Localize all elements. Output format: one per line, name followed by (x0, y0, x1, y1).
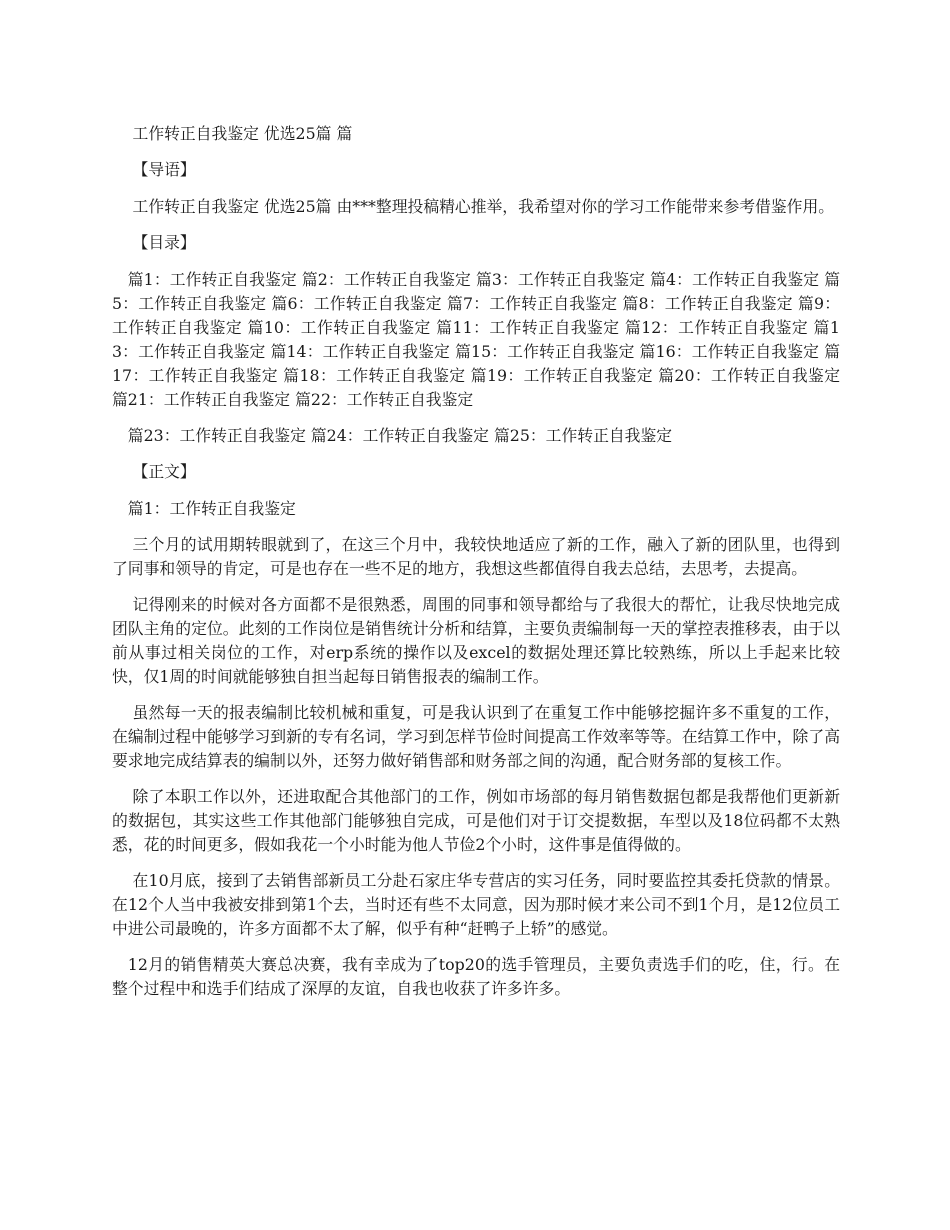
body-paragraph-6: 12月的销售精英大赛总决赛，我有幸成为了top20的选手管理员，主要负责选手们的吃，住，行。在整个过程中和选手们结成了深厚的友谊，自我也收获了许多许多。 (112, 955, 840, 998)
body-paragraph-4: 除了本职工作以外，还进取配合其他部门的工作，例如市场部的每月销售数据包都是我帮他们更新新的数据包，其实这些工作其他部门能够独自完成，可是他们对于订交提数据，车型以及18位码都不太熟悉，花的时间更多，假如我花一个小时能为他人节俭2个小时，这件事是值得做的。 (112, 787, 840, 854)
toc-heading: 【目录】 (132, 233, 196, 252)
body-paragraph-3: 虽然每一天的报表编制比较机械和重复，可是我认识到了在重复工作中能够挖掘许多不重复的工作，在编制过程中能够学习到新的专有名词，学习到怎样节俭时间提高工作效率等等。在结算工作中，除了高要求地完成结算表的编制以外，还努力做好销售部和财务部之间的沟通，配合财务部的复核工作。 (112, 703, 840, 770)
toc-paragraph-1: 篇1：工作转正自我鉴定 篇2：工作转正自我鉴定 篇3：工作转正自我鉴定 篇4：工作转正自我鉴定 篇5：工作转正自我鉴定 篇6：工作转正自我鉴定 篇7：工作转正自我鉴定 篇8：工作转正自我鉴定 篇9：工作转正自我鉴定 篇10：工作转正自我鉴定 篇11：工作转正自我鉴定 篇12：工作转正自我鉴定 篇13：工作转正自我鉴定 篇14：工作转正自我鉴定 篇15：工作转正自我鉴定 篇16：工作转正自我鉴定 篇17：工作转正自我鉴定 篇18：工作转正自我鉴定 篇19：工作转正自我鉴定 篇20：工作转正自我鉴定 篇21：工作转正自我鉴定 篇22：工作转正自我鉴定 (112, 270, 840, 409)
intro-paragraph: 工作转正自我鉴定 优选25篇 由***整理投稿精心推举，我希望对你的学习工作能带来参考借鉴作用。 (132, 197, 835, 216)
body-heading: 【正文】 (132, 462, 196, 481)
document-title: 工作转正自我鉴定 优选25篇 篇 (132, 124, 353, 143)
body-paragraph-5: 在10月底，接到了去销售部新员工分赴石家庄华专营店的实习任务，同时要监控其委托贷款的情景。在12个人当中我被安排到第1个去，当时还有些不太同意，因为那时候才来公司不到1个月，是12位员工中进公司最晚的，许多方面都不太了解，似乎有种“赶鸭子上轿”的感觉。 (112, 871, 840, 938)
toc-paragraph-2: 篇23：工作转正自我鉴定 篇24：工作转正自我鉴定 篇25：工作转正自我鉴定 (127, 426, 673, 445)
intro-heading: 【导语】 (132, 160, 196, 179)
section-1-title: 篇1：工作转正自我鉴定 (127, 499, 296, 518)
body-paragraph-2: 记得刚来的时候对各方面都不是很熟悉，周围的同事和领导都给与了我很大的帮忙，让我尽快地完成团队主角的定位。此刻的工作岗位是销售统计分析和结算，主要负责编制每一天的掌控表推移表，由于以前从事过相关岗位的工作，对erp系统的操作以及excel的数据处理还算比较熟练，所以上手起来比较快，仅1周的时间就能够独自担当起每日销售报表的编制工作。 (112, 595, 840, 686)
body-paragraph-1: 三个月的试用期转眼就到了，在这三个月中，我较快地适应了新的工作，融入了新的团队里，也得到了同事和领导的肯定，可是也存在一些不足的地方，我想这些都值得自我去总结，去思考，去提高。 (112, 535, 840, 578)
document-page (112, 122, 840, 1013)
